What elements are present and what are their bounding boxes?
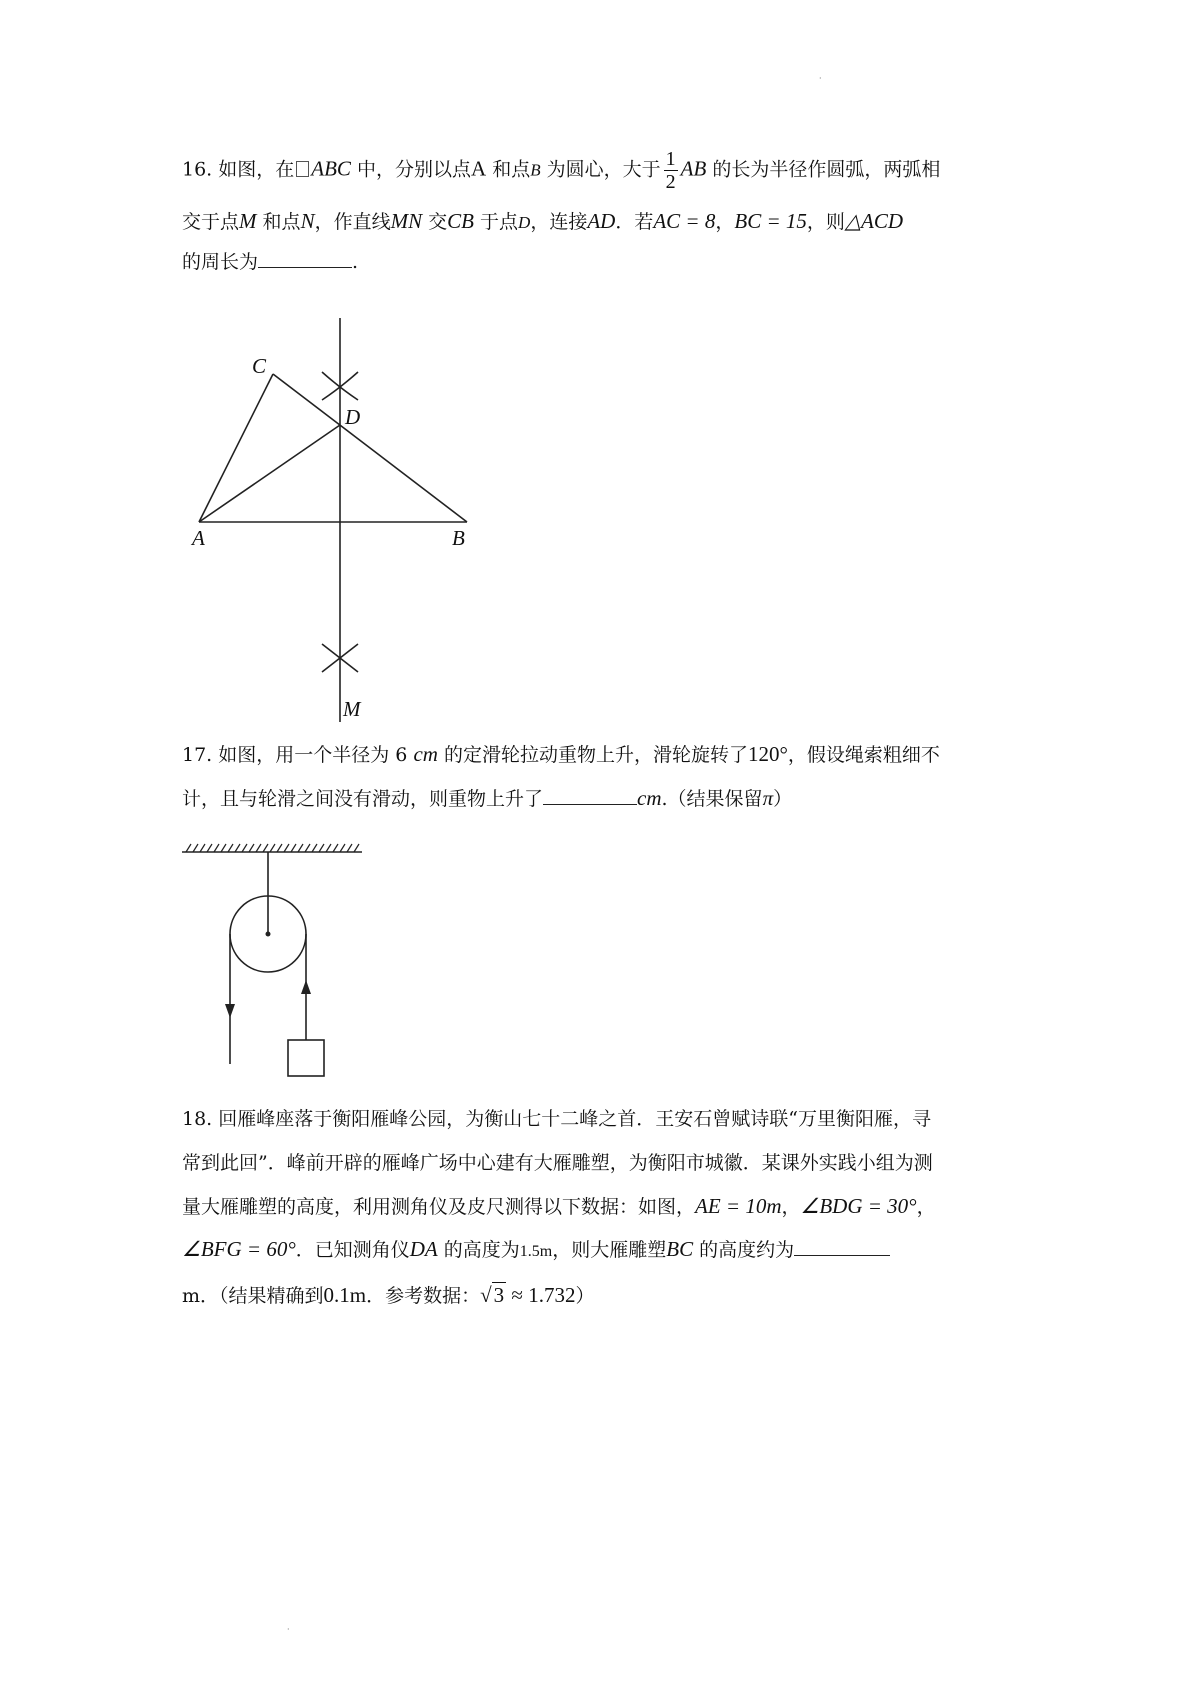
answer-blank[interactable] xyxy=(794,1237,890,1256)
q18-line3 xyxy=(182,1192,936,1221)
math-triangle-acd: △ACD xyxy=(844,209,904,233)
text: .（结果保留 xyxy=(661,788,763,810)
text: 的高度为 xyxy=(437,1239,520,1261)
text: ， xyxy=(781,1196,801,1218)
hatch-mark xyxy=(193,844,198,852)
arrow-down-icon xyxy=(225,1004,235,1018)
point-d: D xyxy=(518,213,531,232)
hatch-mark xyxy=(319,844,324,852)
text: ．参考数据： xyxy=(366,1285,481,1307)
corner-mark: · xyxy=(819,74,822,83)
weight-block xyxy=(288,1040,324,1076)
fraction-denominator: 2 xyxy=(665,171,676,193)
hatch-mark xyxy=(298,844,303,852)
text: 交 xyxy=(422,211,448,233)
text: 中，分别以点 xyxy=(350,158,471,181)
approx-value: ≈ 1.732 xyxy=(506,1283,576,1307)
text: 的周长为 xyxy=(182,251,259,273)
angle-120: 120° xyxy=(747,742,788,766)
hatch-mark xyxy=(207,844,212,852)
math-angle-bdg: ∠BDG = 30° xyxy=(800,1194,917,1218)
label-d: D xyxy=(345,405,361,429)
hatch-mark xyxy=(333,844,338,852)
text: ，则 xyxy=(806,211,845,233)
unit-cm: cm xyxy=(637,786,662,810)
q18-line4 xyxy=(182,1235,890,1266)
text: ．若 xyxy=(615,211,654,233)
pulley-axle xyxy=(266,932,271,937)
q18-line1: 18. 回雁峰座落于衡阳雁峰公园，为衡山七十二峰之首．王安石曾赋诗联“万里衡阳雁，寻 xyxy=(182,1108,931,1130)
math-ad: AD xyxy=(587,209,616,233)
text: ） xyxy=(773,788,793,810)
sqrt-expression: √3 xyxy=(480,1283,505,1307)
hatch-mark xyxy=(249,844,254,852)
point-b: B xyxy=(530,160,541,180)
hatch-mark xyxy=(263,844,268,852)
math-mn: MN xyxy=(390,209,423,233)
hatch-mark xyxy=(326,844,331,852)
point-a: A xyxy=(470,156,487,181)
math-bc: BC xyxy=(666,1237,694,1261)
hatch-mark xyxy=(305,844,310,852)
text: 和点 xyxy=(256,211,301,233)
text: 于点 xyxy=(473,211,519,233)
text: 17. 如图，用一个半径为 6 xyxy=(182,744,414,766)
text: ，连接 xyxy=(530,211,588,233)
sqrt-radicand: 3 xyxy=(493,1283,505,1307)
point-n: N xyxy=(300,209,315,233)
arrow-up-icon xyxy=(301,980,311,994)
text: 交于点 xyxy=(182,211,240,233)
text: 和点 xyxy=(486,158,531,181)
q16-number-text: 16. 如图，在 xyxy=(182,158,295,181)
hatch-mark xyxy=(270,844,275,852)
hatch-mark xyxy=(235,844,240,852)
math-pi: π xyxy=(762,786,774,810)
hatch-mark xyxy=(242,844,247,852)
math-bc-eq: BC = 15 xyxy=(734,209,807,233)
math-cb: CB xyxy=(447,209,474,233)
text: ，则大雁雕塑 xyxy=(552,1239,667,1261)
fraction-numerator: 1 xyxy=(665,148,676,170)
q18-line2: 常到此回”．峰前开辟的雁峰广场中心建有大雁雕塑，为衡阳市城徽．某课外实践小组为测 xyxy=(182,1152,933,1174)
text: 的定滑轮拉动重物上升，滑轮旋转了 xyxy=(437,744,748,766)
math-ae-eq: AE = 10m xyxy=(695,1194,782,1218)
text: ， xyxy=(916,1196,936,1218)
label-m: M xyxy=(343,697,361,721)
math-angle-bfg: ∠BFG = 60° xyxy=(182,1237,296,1261)
text: 量大雁雕塑的高度，利用测角仪及皮尺测得以下数据：如图， xyxy=(182,1196,696,1218)
unit-cm: cm xyxy=(413,742,438,766)
hatch-mark xyxy=(340,844,345,852)
q18-line5 xyxy=(182,1281,594,1310)
hatch-mark xyxy=(284,844,289,852)
text: 为圆心，大于 xyxy=(540,158,661,181)
hatch-mark xyxy=(347,844,352,852)
corner-mark-bottom: · xyxy=(287,1625,290,1634)
label-a: A xyxy=(192,526,205,550)
text: ， xyxy=(715,211,735,233)
hatch-mark xyxy=(200,844,205,852)
ceiling-hatch xyxy=(186,844,359,852)
hatch-mark xyxy=(256,844,261,852)
math-ac-eq: AC = 8 xyxy=(653,209,716,233)
text: . xyxy=(352,251,359,273)
point-m: M xyxy=(239,209,257,233)
hatch-mark xyxy=(291,844,296,852)
math-abc: ABC xyxy=(311,156,351,181)
hatch-mark xyxy=(228,844,233,852)
label-b: B xyxy=(452,526,465,550)
math-da: DA xyxy=(409,1237,438,1261)
text: ，假设绳索粗细不 xyxy=(787,744,940,766)
hatch-mark xyxy=(186,844,191,852)
hatch-mark xyxy=(312,844,317,852)
text: 的高度约为 xyxy=(693,1239,795,1261)
text: ．已知测角仪 xyxy=(295,1239,410,1261)
text: ） xyxy=(575,1285,595,1307)
text: 的长为半径作圆弧，两弧相 xyxy=(706,158,941,181)
text: m．（结果精确到 xyxy=(182,1285,324,1307)
hatch-mark xyxy=(221,844,226,852)
math-ab: AB xyxy=(680,156,707,181)
text: ，作直线 xyxy=(314,211,391,233)
hatch-mark xyxy=(277,844,282,852)
height-value: 1.5m xyxy=(519,1243,553,1260)
label-c: C xyxy=(252,354,267,378)
text: 计，且与轮滑之间没有滑动，则重物上升了 xyxy=(182,788,544,810)
precision-value: 0.1m xyxy=(323,1283,367,1307)
hatch-mark xyxy=(354,844,359,852)
hatch-mark xyxy=(214,844,219,852)
